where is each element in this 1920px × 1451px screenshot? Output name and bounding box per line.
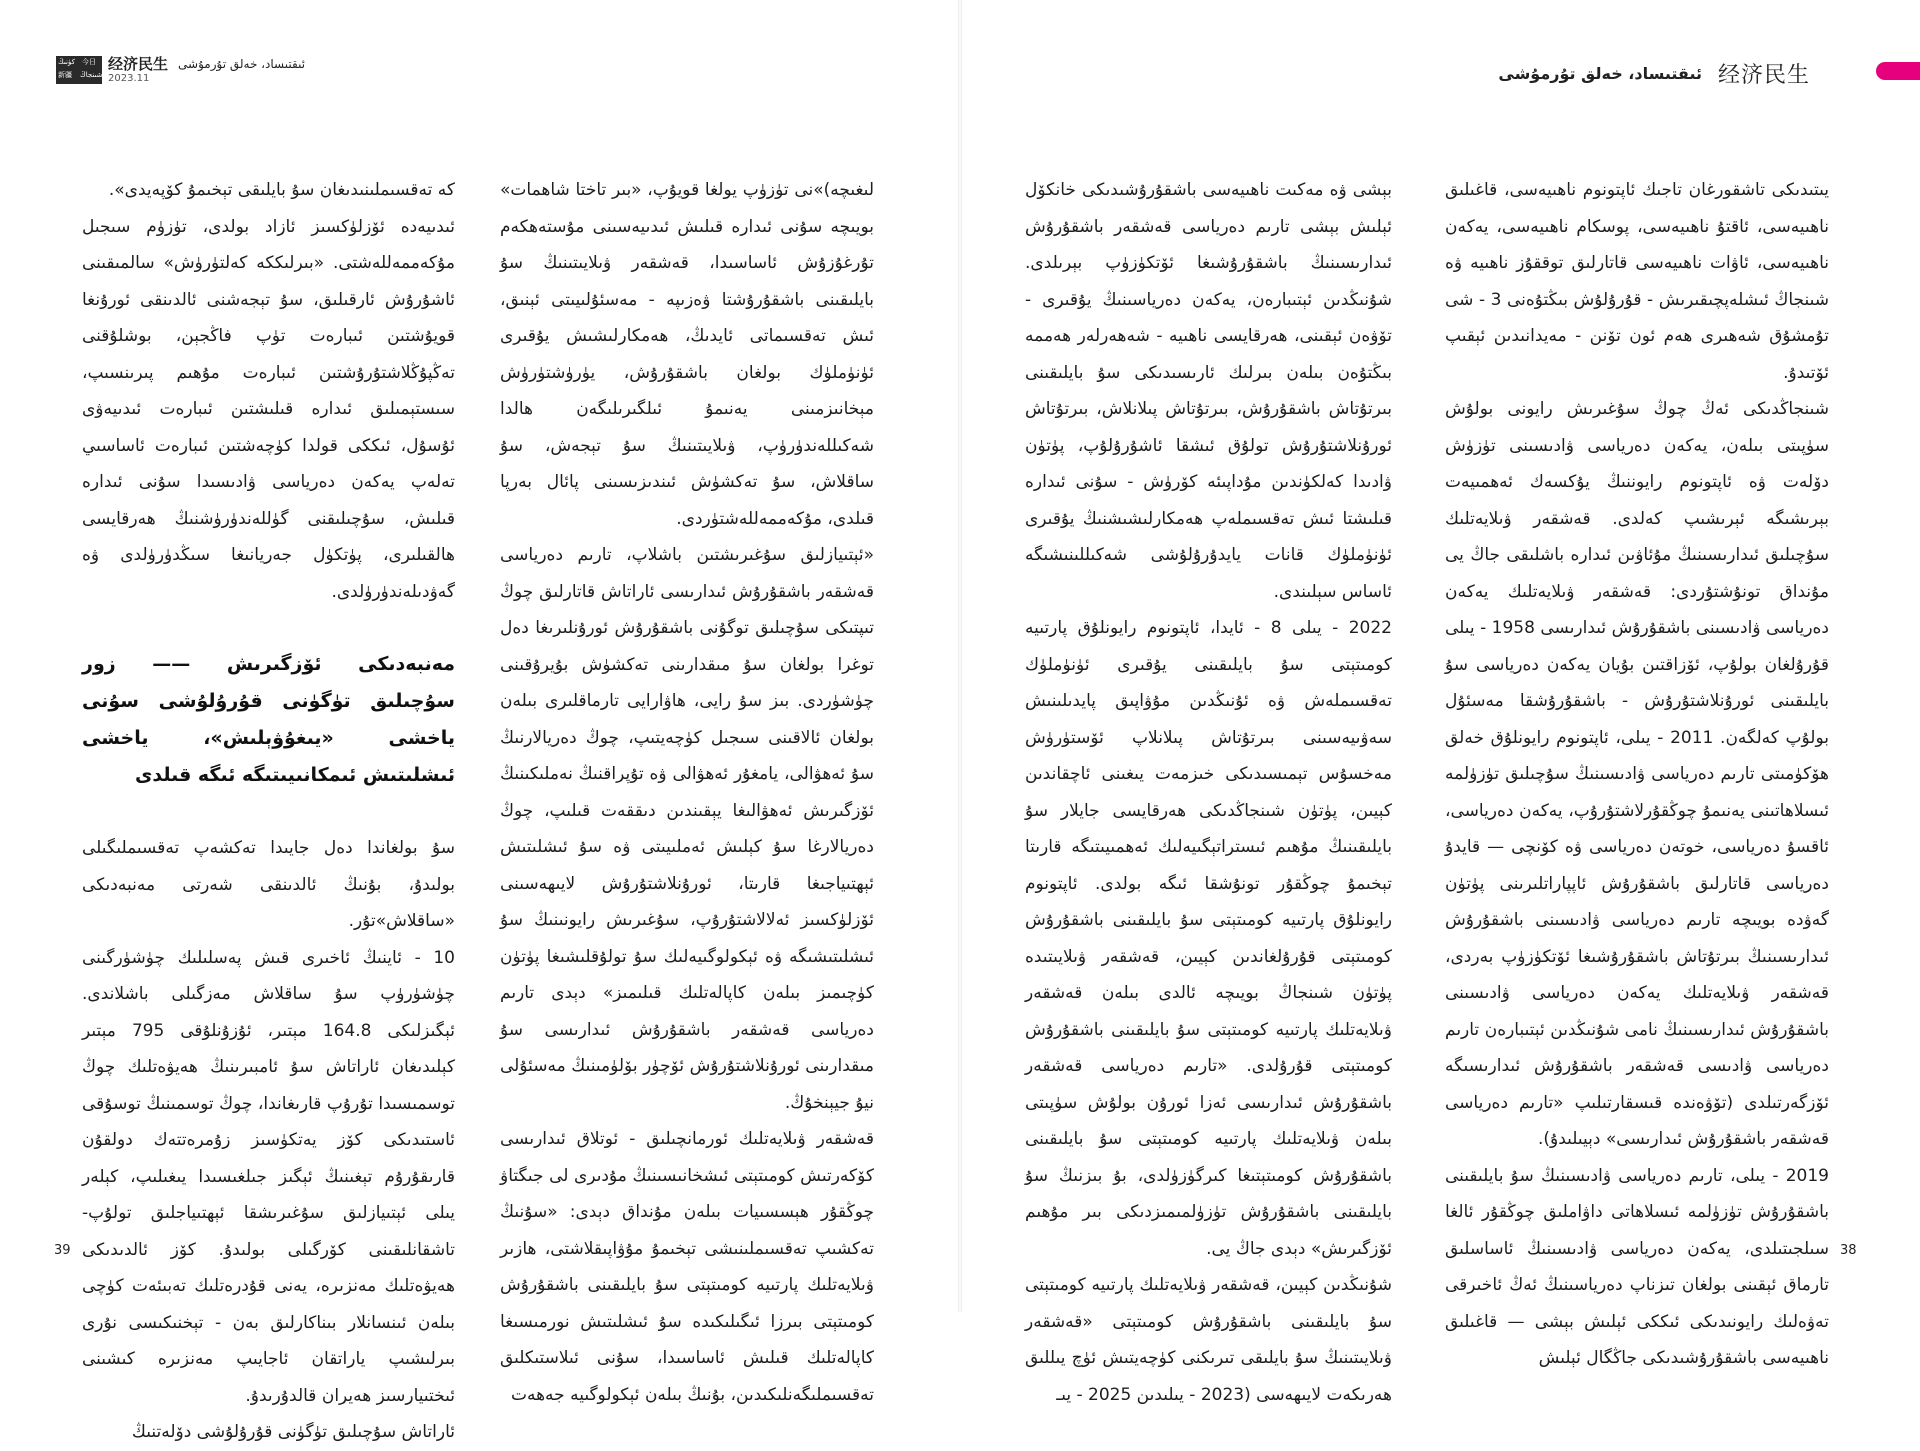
- body-paragraph: لىغىچە)»نى تۈزۈپ يولغا قويۇپ، «بىر تاختا شاھمات» بويىچە سۇنى ئىدارە قىلىش ئىدىيەسىنى مۇستەھكەم تۇرغۇزۇش ئاساسىدا، قەشقەر ۋىلايىتىنىڭ سۇ بايلىقىنى باشقۇرۇشتا ۋەزىپە - مەسئۇلىيىتى ئېنىق، ئىش تەقسىماتى ئايدىڭ، ھەمكارلىشىش يۇقىرى ئۈنۈملۈك بولغان باشقۇرۇش، يۈرۈشتۈرۈش مېخانىزمىنى يەنىمۇ ئىلگىرىلىگەن ھالدا شەكىللەندۈرۈپ، ۋىلايىتىنىڭ سۇ تېجەش، سۇ ساقلاش، سۇ تەكشۈش ئىندىزىسىنى پائال بەرپا قىلدى، مۇكەممەللەشتۈردى.: [500, 180, 874, 529]
- body-paragraph: قەشقەر ۋىلايەتلىك ئورمانچىلىق - ئوتلاق ئىدارىسى كۆكەرتىش كومىتېتى ئىشخانىسىنىڭ مۇدىرى لى جىگتاۋ چوڭقۇر ھېسسىيات بىلەن مۇنداق دېدى: «سۇنىڭ تەكشىپ تەقسىملىنىشى تېخىمۇ مۇۋاپىقلاشتى، ھازىر ۋىلايەتلىك پارتىيە كومىتېتى سۇ بايلىقىنى باشقۇرۇش كومىتېتى بىرزا ئىگىلىكىدە سۇ ئىشلىتىش نورمىسىغا كاپالەتلىك قىلىش ئاساسىدا، سۇنى ئىلاستىكلىق تەقسىملىگەنلىكىدىن، بۇنىڭ بىلەن ئېكولوگىيە جەھەت: [500, 1129, 874, 1405]
- page-number: 38: [1840, 1243, 1857, 1258]
- logo-text: شىنجاڭ: [80, 71, 103, 79]
- magazine-logo: [56, 56, 102, 84]
- page-number: 39: [54, 1243, 71, 1258]
- body-paragraph: بېشى ۋە مەكىت ناھىيەسى باشقۇرۇشىدىكى خانكۆل ئېلىش بېشى تارىم دەرياسى قەشقەر باشقۇرۇش ئىدارىسىنىڭ باشقۇرۇشىغا ئۆتكۈزۈپ بېرىلدى. شۇنىڭدىن ئېتىبارەن، يەكەن دەرياسىنىڭ يۇقىرى - تۆۋەن ئېقىنى، ھەرقايسى ناھىيە - شەھەرلەر ھەممە بىڭتۇەن بىلەن بىرلىك ئارىسىدىكى سۇ بايلىقىنى بىرتۇتاش باشقۇرۇش، بىرتۇتاش پىلانلاش، بىرتۇتاش ئورۇنلاشتۇرۇش تولۇق ئىشقا ئاشۇرۇلۇپ، پۈتۈن ۋادىدا كەلكۈندىن مۇداپىئە كۆرۈش - سۇنى ئىدارە قىلىشتا ئىش تەقسىملەپ ھەمكارلىشىشنىڭ يۇقىرى ئۈنۈملۈك قانات يايدۇرۇلۇشى شەكىللىنىشىگە ئاساس سېلىندى.: [1025, 180, 1392, 602]
- column-3: [1025, 172, 1392, 1413]
- logo-text: كۈنىڭ: [58, 58, 75, 66]
- column-2: [500, 172, 874, 1413]
- body-paragraph: شۇنىڭدىن كېيىن، قەشقەر ۋىلايەتلىك پارتىيە كومىتېتى سۇ بايلىقىنى باشقۇرۇش كومىتېتى «قەشقەر ۋىلايىتىنىڭ سۇ بايلىقى تىرىكنى كۈچەيتىش ئۈچ يىللىق ھەرىكەت لايىھەسى (2023 - يىلىدىن 2025 - يىـ: [1025, 1275, 1392, 1405]
- column-1: [82, 172, 455, 1451]
- logo-text: 今日: [82, 58, 96, 66]
- body-paragraph: 2019 - يىلى، تارىم دەرياسى ۋادىسىنىڭ سۇ بايلىقىنى باشقۇرۇش تۈزۈلمە ئىسلاھاتى داۋاملىق چوڭقۇر ئالغا سىلجىتىلدى، يەكەن دەرياسى ۋادىسىنىڭ ئاساسلىق تارماق ئېقىنى بولغان تىزناپ دەرياسىنىڭ ئەڭ ئاخىرقى تەۋەلىك رايونىدىكى ئىككى ئېلىش بېشى — قاغىلىق ناھىيەسى باشقۇرۇشىدىكى جاڭگال ئېلىش: [1445, 1165, 1829, 1368]
- section-title-cn: 经济民生: [108, 55, 169, 73]
- section-title-uy: ئىقتىساد، خەلق تۇرمۇشى: [178, 57, 306, 71]
- body-paragraph: ئاراتاش سۇچىلىق تۈگۈنى قۇرۇلۇشى دۆلەتنىڭ: [131, 1422, 455, 1442]
- right-page-header: [1498, 58, 1810, 89]
- body-paragraph: 2022 - يىلى 8 - ئايدا، ئاپتونوم رايونلۇق پارتىيە كومىتېتى سۇ بايلىقىنى يۇقىرى ئۈنۈملۈك تەقسىملەش ۋە ئۇنىڭدىن مۇۋاپىق پايدىلىنىش سەۋىيەسىنى بىرتۇتاش پىلانلاپ ئۆستۈرۈش مەخسۇس تېمىسىدىكى خىزمەت يىغىنى ئاچقاندىن كېيىن، پۈتۈن شىنجاڭدىكى ھەرقايسى جايلار سۇ بايلىقىنىڭ مۇھىم ئىستراتېگىيەلىك ئەھمىيىتىگە قارىتا تېخىمۇ چوڭقۇر تونۇشقا ئىگە بولدى. ئاپتونوم رايونلۇق پارتىيە كومىتېتى سۇ بايلىقىنى باشقۇرۇش كومىتېتى قۇرۇلغاندىن كېيىن، قەشقەر ۋىلايىتىدە پۈتۈن شىنجاڭ بويىچە ئالدى بىلەن قەشقەر ۋىلايەتلىك پارتىيە كومىتېتى سۇ بايلىقىنى باشقۇرۇش كومىتېتى قۇرۇلدى. «تارىم دەرياسى قەشقەر باشقۇرۇش ئىدارىسى ئەزا ئورۇن بولۇش سۈپىتى بىلەن ۋىلايەتلىك پارتىيە كومىتېتى سۇ بايلىقىنى باشقۇرۇش كومىتېتىغا كىرگۈزۈلدى، بۇ بىزنىڭ سۇ بايلىقىنى باشقۇرۇش تۈزۈلمىمىزدىكى بىر مۇھىم ئۆزگىرىش» دېدى جاڭ يى.: [1025, 618, 1392, 1259]
- column-4: [1445, 172, 1829, 1377]
- section-title-uy: ئىقتىساد، خەلق تۇرمۇشى: [1498, 64, 1702, 83]
- body-paragraph: «ئېتىيازلىق سۇغىرىشتىن باشلاپ، تارىم دەرياسى قەشقەر باشقۇرۇش ئىدارىسى ئاراتاش قاتارلىق چوڭ تىپتىكى سۇچىلىق توگۇنى باشقۇرۇش ئورۇنلىرىغا دەل توغرا بولغان سۇ مىقدارىنى تەكشۈش بۇيرۇقىنى چۈشۈردى. بىز سۇ رايى، ھاۋارايى تارماقلىرى بىلەن بولغان ئالاقىنى سىجىل كۈچەيتىپ، چوڭ دەريالارنىڭ سۇ ئەھۋالى، يامغۇر ئەھۋالى ۋە تۇپراقنىڭ نەملىكىنىڭ ئۆزگىرىش ئەھۋالىغا يېقىندىن دىققەت قىلىپ، چوڭ دەريالارغا سۇ كېلىش ئەملىيىتى ۋە سۇ ئىشلىتىش ئېھتىياجىغا قارىتا، ئورۇنلاشتۇرۇش لايىھەسىنى ئۆزلۈكسىز ئەلالاشتۇرۇپ، سۇغىرىش رايونىنىڭ سۇ ئىشلىتىشىگە ۋە ئېكولوگىيەلىك سۇ تولۇقلىشىغا پۈتۈن كۈچىمىز بىلەن كاپالەتلىك قىلىمىز» دېدى تارىم دەرياسى قەشقەر باشقۇرۇش ئىدارىسى سۇ مىقدارىنى ئورۇنلاشتۇرۇش ئۆچۈر بۆلۈمىنىڭ مەسئۇلى نيۇ جيېنخۇڭ.: [500, 545, 874, 1113]
- body-paragraph: كە تەقسىملىنىدىغان سۇ بايلىقى تېخىمۇ كۆپەيدى».: [108, 180, 455, 200]
- paragraph-gap: [82, 610, 455, 646]
- section-title-cn: 经济民生: [1717, 63, 1810, 88]
- left-header-title-block: [108, 56, 168, 85]
- logo-text: 新疆: [58, 71, 72, 79]
- body-paragraph: 10 - ئاينىڭ ئاخىرى قىش پەسلىلىك چۈشۈرگىنى چۈشۈرۈپ سۇ ساقلاش مەزگىلى باشلاندى. ئېگىزلىكى 164.8 مېتىر، ئۇزۇنلۇقى 795 مېتىر كېلىدىغان ئاراتاش سۇ ئامبىرىنىڭ ھەيۋەتلىك چوڭ توسمىسىدا تۇرۇپ قارىغاندا، چوڭ توسمىنىڭ توسۇقى ئاستىدىكى كۆز يەتكۈسىز زۇمرەتتەك دولقۇن قارىقۇرۇم تېغىنىڭ ئېگىز جىلغىسىدا يىغىلىپ، كېلەر يىلى ئېتىيازلىق سۇغىرىشقا ئېھتىياجلىق تولۇپ-تاشقانلىقىنى كۆرگىلى بولىدۇ. كۆز ئالدىدىكى ھەيۋەتلىك مەنزىرە، يەنى قۇدرەتلىك تەبىئەت كۈچى بىلەن ئىنسانلار بىناكارلىق بەن - تېخنىكىسى نۇرى بىرلىشىپ ياراتقان ئاجايىپ مەنزىرە كىشىنى ئىختىيارسىز ھەيران قالدۇرىدۇ.: [82, 947, 456, 1406]
- section-tab: [1876, 62, 1920, 80]
- issue-date: 2023.11: [108, 73, 150, 84]
- left-page-header: [56, 56, 305, 90]
- left-page: [0, 0, 960, 1442]
- paragraph-gap: [82, 794, 455, 830]
- section-subheading: مەنبەدىكى ئۆزگىرىش —— زور سۇچىلىق تۈگۈنى قۇرۇلۇشى سۇنى ياخشى «يىغۇۋېلىش»، ياخشى ئىشلىتىش ئىمكانىيىتىگە ئىگە قىلدى: [82, 653, 455, 786]
- body-paragraph: يىتىدىكى تاشقورغان تاجىك ئاپتونوم ناھىيەسى، قاغىلىق ناھىيەسى، ئاقتۇ ناھىيەسى، پوسكام ناھىيەسى، يەكەن ناھىيەسى، ئاۋات ناھىيەسى قاتارلىق توققۇز ناھىيە ۋە شىنجاڭ ئىشلەپچىقىرىش - قۇرۇلۇش بىڭتۇەنى 3 - شى تۇمشۇق شەھىرى ھەم ئون تۆنن - مەيدانىدىن ئېقىپ ئۆتىدۇ.: [1445, 180, 1830, 383]
- body-paragraph: شىنجاڭدىكى ئەڭ چوڭ سۇغىرىش رايونى بولۇش سۈپىتى بىلەن، يەكەن دەرياسى ۋادىسىنى تۈزۈش دۆلەت ۋە ئاپتونوم رايوننىڭ يۇكسەك ئەھمىيەت بېرىشىگە ئېرىشىپ كەلدى. قەشقەر ۋىلايەتلىك سۇچىلىق ئىدارىسىنىڭ مۇئاۋىن ئىدارە باشلىقى جاڭ يى مۇنداق تونۇشتۇردى: قەشقەر ۋىلايەتلىك يەكەن دەرياسى ۋادىسىنى باشقۇرۇش ئىدارىسى 1958 - يىلى قۇرۇلغان بولۇپ، ئۆزاقتىن بۇيان يەكەن دەرياسى سۇ بايلىقىنى ئورۇنلاشتۇرۇش - باشقۇرۇشقا مەسئۇل بولۇپ كەلگەن. 2011 - يىلى، ئاپتونوم رايونلۇق خەلق ھۆكۈمىتى تارىم دەرياسى ۋادىسىنىڭ سۇچىلىق تۈزۈلمە ئىسلاھاتىنى يەنىمۇ چوڭقۇرلاشتۇرۇپ، يەكەن دەرياسى، ئاقسۇ دەرياسى، خوتەن دەرياسى ۋە كۆنچى — قايدۇ دەرياسى قاتارلىق باشقۇرۇش ئاپپاراتلىرىنى پۈتۈن گەۋدە بويىچە تارىم دەرياسى ۋادىسىنى باشقۇرۇش ئىدارىسىنىڭ بىرتۇتاش باشقۇرۇشىغا ئۆتكۈزۈپ بەردى، قەشقەر ۋىلايەتلىك يەكەن دەرياسى ۋادىسىنى باشقۇرۇش ئىدارىسىنىڭ نامى شۇنىڭدىن ئېتىبارەن تارىم دەرياسى ۋادىسى قەشقەر باشقۇرۇش ئىدارىسىگە ئۆزگەرتىلدى (تۆۋەندە قىسقارتىلىپ «تارىم دەرياسى قەشقەر باشقۇرۇش ئىدارىسى» دېيىلىدۇ).: [1445, 399, 1829, 1149]
- body-paragraph: ئىدىيەدە ئۆزلۈكسىز ئازاد بولدى، تۈزۈم سىجىل مۇكەممەللەشتى. «بىرلىككە كەلتۈرۈش» سالمىقىنى ئاشۇرۇش ئارقىلىق، سۇ تېجەشنى ئالدىنقى ئورۇنغا قويۇشتىن ئىبارەت تۈپ فاڭجېن، بوشلۇقنى تەڭپۇڭلاشتۇرۇشتىن ئىبارەت مۇھىم پىرىنسىپ، سىستېمىلىق ئىدارە قىلىشتىن ئىبارەت ئىدىيەۋى ئۇسۇل، ئىككى قولدا كۈچەشتىن ئىبارەت ئاساسىي تەلەپ يەكەن دەرياسى ۋادىسىدا سۇنى ئىدارە قىلىش، سۇچىلىقنى گۈللەندۈرۈشنىڭ ھەرقايسى ھالقىلىرى، پۈتكۈل جەريانىغا سىڭدۈرۈلدى ۋە گەۋدىلەندۈرۈلدى.: [82, 216, 455, 602]
- body-paragraph: سۇ بولغاندا دەل جايىدا تەكشەپ تەقسىملىگىلى بولىدۇ، بۇنىڭ ئالدىنقى شەرتى مەنبەدىكى «ساقلاش»تۇر.: [82, 838, 455, 931]
